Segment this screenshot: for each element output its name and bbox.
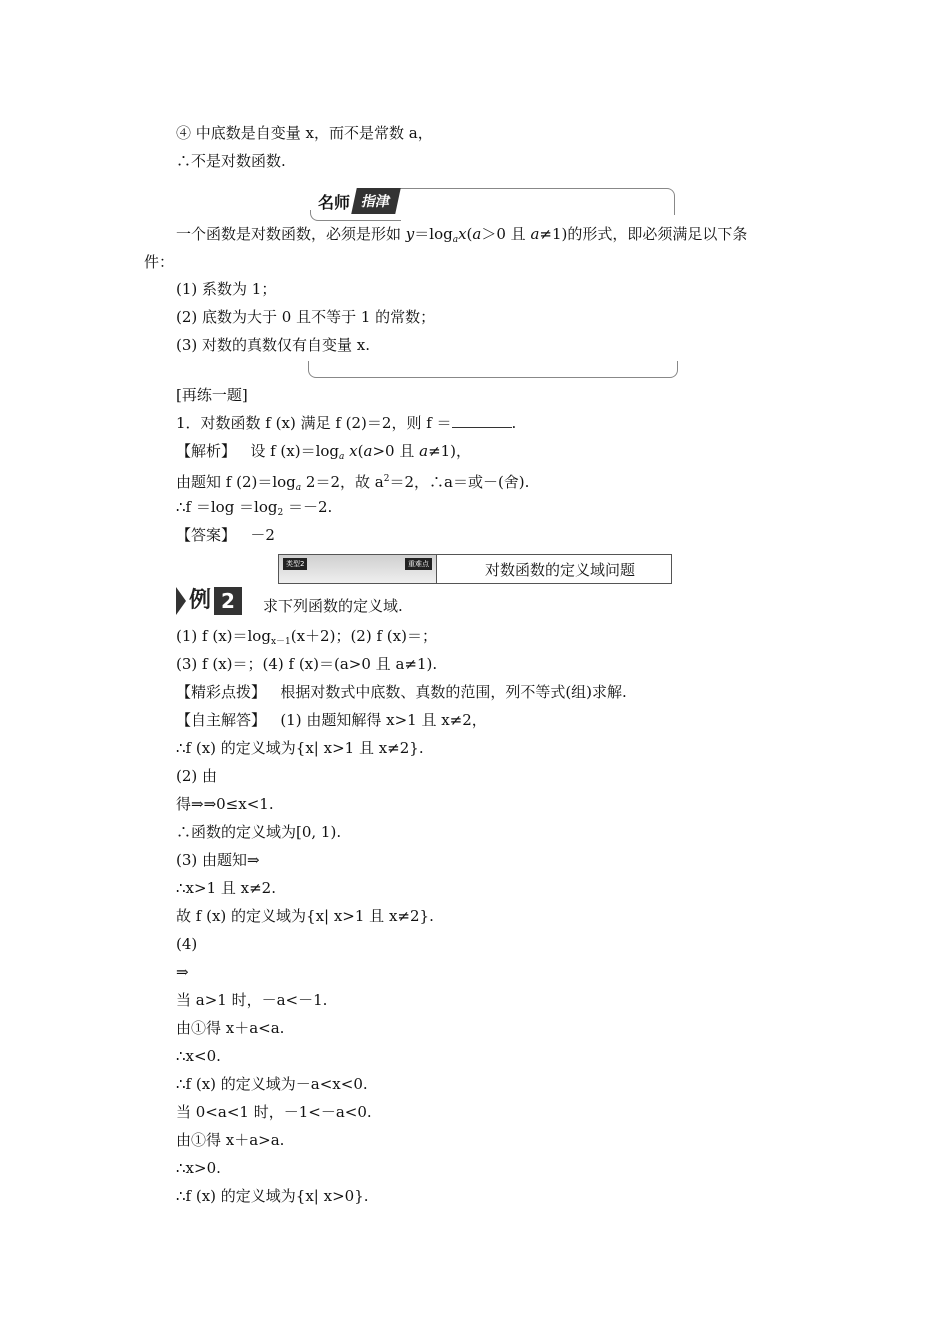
answer-value: －2 (250, 526, 275, 544)
example-line-2: (3) f (x)＝；(4) f (x)＝(a>0 且 a≠1). (176, 655, 438, 673)
solution-step-14: 当 0<a<1 时，－1<－a<0. (176, 1103, 372, 1121)
tip-frame-top (394, 188, 675, 215)
solution-step-4: ∴函数的定义域为[0, 1). (176, 823, 342, 841)
example-line-1: (1) f $(x)=\log_{x-1}(x+2)$；(2) f (x)＝； (176, 627, 437, 647)
tip-condition-3: (3) 对数的真数仅有自变量 x. (176, 336, 371, 354)
example-hint: 【精彩点拨】 根据对数式中底数、真数的范围，列不等式(组)求解. (176, 683, 627, 701)
example-badge-word: 例 (189, 588, 212, 613)
solution-step-15: 由①得 x＋a>a. (176, 1131, 285, 1149)
solution-step-9: ⇒ (176, 963, 189, 981)
hint-label: 【精彩点拨】 (176, 683, 267, 701)
solution-step-17: ∴f (x) 的定义域为{x| x>0}. (176, 1187, 369, 1205)
example-solution: 【自主解答】 (1) 由题知解得 x>1 且 x≠2， (176, 711, 487, 729)
example-badge-number: 2 (214, 587, 242, 615)
intro-line-1: ④ 中底数是自变量 x，而不是常数 a， (176, 124, 433, 142)
banner-key-tag: 重难点 (405, 558, 432, 570)
practice-step-2: 由题知 f $(2)=\log_a$ 2＝2，故 $a^2=2$，∴a＝或－(舍). (176, 473, 530, 493)
example-2-badge (176, 587, 250, 615)
solution-step-1: ∴f (x) 的定义域为{x| x>1 且 x≠2}. (176, 739, 424, 757)
practice-analysis: 【解析】 设 f $(x)=\log_a$ x(a>0 且 a≠1)， (176, 442, 472, 462)
tip-title-badge: 指津 (351, 188, 401, 214)
type-2-banner (278, 554, 672, 584)
solution-step-6: ∴x>1 且 x≠2. (176, 879, 276, 897)
practice-question: 1．对数函数 f (x) 满足 f (2)＝2，则 f ＝ . (176, 414, 517, 432)
solution-step-3: 得⇒⇒0≤x<1. (176, 795, 274, 813)
example-prompt: 求下列函数的定义域. (263, 597, 403, 615)
tip-condition-1: (1) 系数为 1； (176, 280, 277, 298)
teacher-tip-header (308, 188, 676, 216)
answer-label: 【答案】 (176, 526, 237, 544)
tip-frame-bottom (308, 361, 678, 378)
intro-line-2: ∴不是对数函数. (176, 152, 286, 170)
tip-title-text: 名师 (318, 192, 351, 212)
solution-step-8: (4) (176, 935, 198, 953)
tip-title (308, 188, 420, 214)
tip-condition-2: (2) 底数为大于 0 且不等于 1 的常数； (176, 308, 436, 326)
banner-graphic (279, 555, 437, 583)
banner-type-tag: 类型2 (283, 558, 307, 570)
arrow-icon (176, 587, 186, 615)
solution-step-10: 当 a>1 时，－a<－1. (176, 991, 328, 1009)
practice-step-3: ∴f $=\log =\log_2 =-2$. (176, 498, 333, 518)
banner-title: 对数函数的定义域问题 (485, 560, 636, 579)
solution-step-13: ∴f (x) 的定义域为－a<x<0. (176, 1075, 368, 1093)
solution-step-5: (3) 由题知⇒ (176, 851, 260, 869)
solution-step-16: ∴x>0. (176, 1159, 221, 1177)
answer-blank (452, 413, 512, 428)
solution-step-12: ∴x<0. (176, 1047, 221, 1065)
solution-step-7: 故 f (x) 的定义域为{x| x>1 且 x≠2}. (176, 907, 434, 925)
tip-paragraph-line-2: 件： (144, 253, 175, 271)
practice-answer (176, 525, 275, 545)
analysis-label: 【解析】 (176, 442, 237, 460)
solution-step-11: 由①得 x＋a<a. (176, 1019, 285, 1037)
practice-heading: [再练一题] (176, 386, 248, 404)
tip-paragraph-line-1: 一个函数是对数函数，必须是形如 $y=\log_ax(a>0$ 且 a≠1)的形式，即必须满足以下条 (176, 225, 748, 245)
solution-step-2: (2) 由 (176, 767, 218, 785)
solution-label: 【自主解答】 (176, 711, 267, 729)
